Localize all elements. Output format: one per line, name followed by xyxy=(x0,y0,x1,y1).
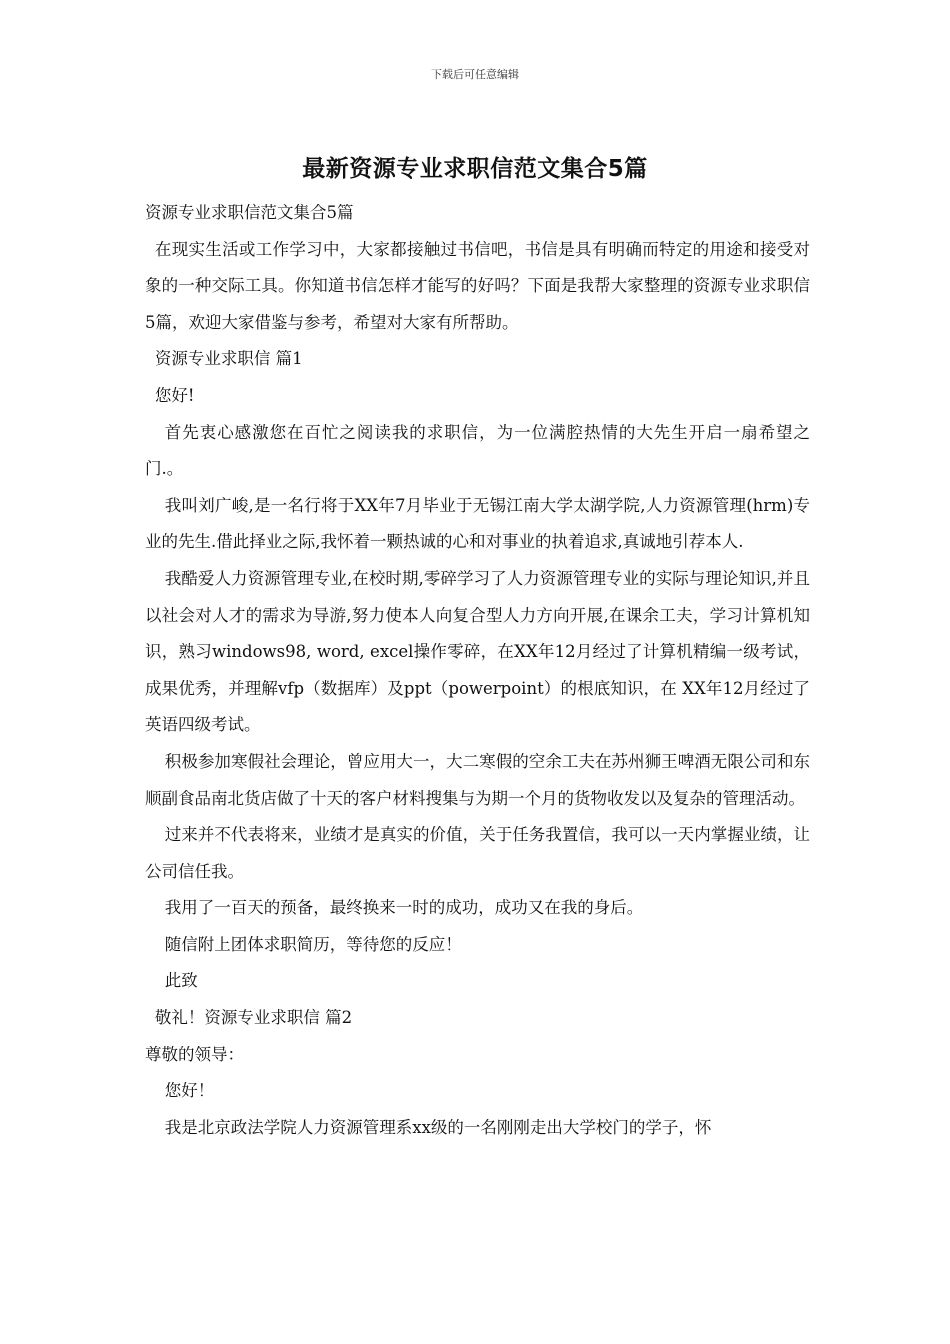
document-title: 最新资源专业求职信范文集合5篇 xyxy=(302,156,648,182)
body-paragraph: 我酷爱人力资源管理专业,在校时期,零碎学习了人力资源管理专业的实际与理论知识,并且以社会对人才的需求为导游,努力使本人向复合型人力方向开展,在课余工夫，学习计算机知识，熟习windows98, word, excel操作零碎，在XX年12月经过了计算机精编一级考试，成果优秀，并理解vfp（数据库）及ppt（powerpoint）的根底知识，在 XX年12月经过了英语四级考试。 xyxy=(145,568,810,735)
body-paragraph: 此致 xyxy=(164,971,198,991)
body-paragraph: 敬礼！资源专业求职信 篇2 xyxy=(154,1008,353,1028)
body-paragraph: 资源专业求职信 篇1 xyxy=(154,349,303,369)
body-paragraph: 尊敬的领导： xyxy=(145,1044,244,1064)
body-paragraph: 随信附上团体求职简历，等待您的反应！ xyxy=(164,934,462,954)
body-paragraph: 首先衷心感激您在百忙之阅读我的求职信，为一位满腔热情的大先生开启一扇希望之门.。 xyxy=(145,422,810,479)
body-paragraph: 资源专业求职信范文集合5篇 xyxy=(145,203,354,222)
body-paragraph: 我是北京政法学院人力资源管理系xx级的一名刚刚走出大学校门的学子，怀 xyxy=(164,1117,712,1137)
page-header-note: 下载后可任意编辑 xyxy=(431,68,519,81)
body-paragraph: 在现实生活或工作学习中，大家都接触过书信吧，书信是具有明确而特定的用途和接受对象的一种交际工具。你知道书信怎样才能写的好吗？下面是我帮大家整理的资源专业求职信5篇，欢迎大家借鉴与参考，希望对大家有所帮助。 xyxy=(145,239,810,332)
body-paragraph: 我叫刘广峻,是一名行将于XX年7月毕业于无锡江南大学太湖学院,人力资源管理(hrm)专业的先生.借此择业之际,我怀着一颗热诚的心和对事业的执着追求,真诚地引荐本人. xyxy=(145,495,810,552)
body-paragraph: 您好! xyxy=(154,385,195,405)
body-paragraph: 您好！ xyxy=(164,1081,215,1101)
body-paragraph: 我用了一百天的预备，最终换来一时的成功，成功又在我的身后。 xyxy=(164,898,644,918)
body-paragraph: 积极参加寒假社会理论，曾应用大一，大二寒假的空余工夫在苏州狮王啤酒无限公司和东顺副食品南北货店做了十天的客户材料搜集与为期一个月的货物收发以及复杂的管理活动。 xyxy=(145,751,810,808)
body-paragraph: 过来并不代表将来，业绩才是真实的价值，关于任务我置信，我可以一天内掌握业绩，让公司信任我。 xyxy=(145,825,810,881)
document-body xyxy=(145,195,810,1146)
